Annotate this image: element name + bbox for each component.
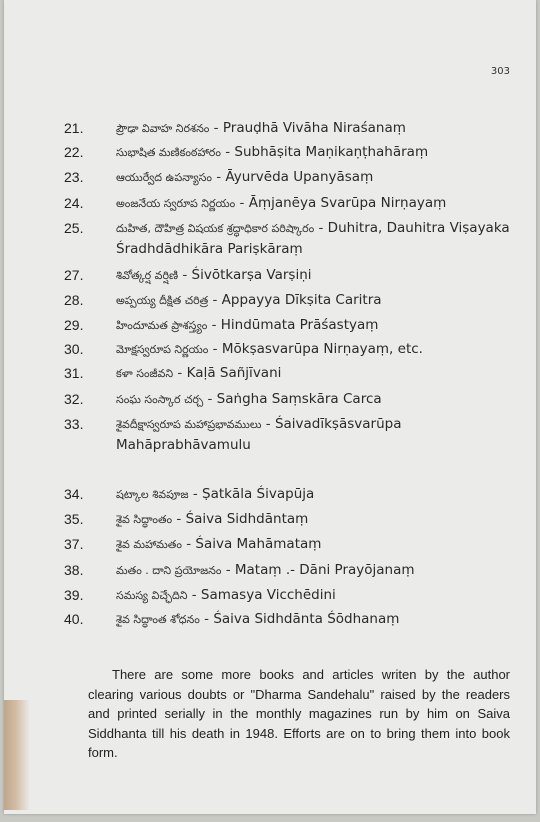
entry-separator: -: [173, 365, 187, 381]
entry-separator: -: [203, 391, 217, 407]
entry-separator: -: [187, 587, 201, 603]
entry-telugu-title: అప్పయ్య దీక్షిత చరిత్ర: [116, 294, 209, 307]
entry-transliterated-title: Samasya Vicchēdini: [200, 587, 336, 603]
entry-telugu-title: శైవ మహామతం: [116, 538, 182, 551]
entry-number: 37.: [64, 536, 84, 552]
entry-transliterated-title: Śaiva Sidhdāntaṃ: [185, 511, 309, 527]
entry-transliterated-title: Prauḍhā Vivāha Niraśanaṃ: [222, 120, 406, 136]
entry-separator: -: [209, 120, 223, 136]
entry-number: 40.: [64, 611, 84, 627]
entry-transliterated-title: Saṅgha Saṃskāra Carca: [216, 391, 382, 407]
entry-telugu-title: మతం . దాని ప్రయోజనం: [116, 564, 222, 577]
entry-transliterated-title: Appayya Dīkṣita Caritra: [221, 292, 382, 308]
entry-telugu-title: దుహిత, దౌహిత్ర విషయక శ్రద్ధాధికార పరిష్కారం: [116, 222, 315, 235]
entry-number: 31.: [64, 365, 84, 381]
entry-separator: -: [220, 144, 235, 160]
entry-transliterated-title: Mōkṣasvarūpa Nirṇayaṃ, etc.: [221, 341, 423, 357]
entry-transliterated-title: Śaiva Sidhdānta Śōdhanaṃ: [213, 611, 400, 627]
entry-number: 32.: [64, 391, 84, 407]
entry-telugu-title: శివోత్కర్ష వర్షిణి: [116, 269, 179, 282]
entry-number: 28.: [64, 292, 84, 308]
entry-number: 22.: [64, 144, 84, 160]
entry-number: 27.: [64, 267, 84, 283]
entry-transliterated-title: Hindūmata Prāśastyaṃ: [220, 317, 379, 333]
entry-number: 25.: [64, 220, 84, 236]
entry-separator: -: [208, 341, 222, 357]
entry-separator: -: [178, 267, 192, 283]
entry-separator: -: [207, 317, 221, 333]
entry-separator: -: [314, 220, 328, 236]
entry-number: 29.: [64, 317, 84, 333]
entry-number: 24.: [64, 195, 84, 211]
entry-separator: -: [221, 562, 235, 578]
entry-number: 38.: [64, 562, 84, 578]
entry-separator: -: [211, 169, 226, 185]
entry-telugu-title: మోక్షస్వరూప నిర్ణయం: [116, 343, 209, 356]
entry-number: 21.: [64, 120, 84, 136]
entry-telugu-title: సమస్య విచ్ఛేదిని: [116, 589, 188, 602]
entry-transliterated-title: Śivōtkarṣa Varṣiṇi: [191, 267, 312, 283]
entry-separator: -: [199, 611, 214, 627]
entry-separator: -: [188, 486, 203, 502]
entry-separator: -: [261, 416, 275, 432]
closing-note: There are some more books and articles writen by the author clearing various doubts or "Dharma Sandehalu" raised by the readers and printed serially in the monthly magazines run by him on Saiva Siddhanta till his death in 1948. Efforts are on to bring them into book form.: [88, 667, 510, 760]
entry-transliterated-title: Duhitra, Dauhitra Viṣayaka Śradhdādhikāra Pariṣkāraṃ: [116, 220, 510, 257]
entry-telugu-title: ఆయుర్వేద ఉపన్యాసం: [116, 171, 212, 184]
entry-separator: -: [208, 292, 222, 308]
entry-transliterated-title: Śaivadīkṣāsvarūpa Mahāprabhāvamulu: [116, 416, 402, 453]
entry-telugu-title: సుభాషిత మణికంఠహారం: [116, 146, 221, 159]
entry-number: 39.: [64, 587, 84, 603]
entry-telugu-title: హిందూమత ప్రాశస్త్యం: [116, 319, 208, 332]
entry-transliterated-title: Śaiva Mahāmataṃ: [195, 536, 322, 552]
entry-transliterated-title: Kaḷā Sañjīvani: [186, 365, 282, 381]
entry-telugu-title: షట్కాల శివపూజ: [116, 488, 189, 501]
entry-transliterated-title: Āṃjanēya Svarūpa Nirṇayaṃ: [248, 195, 447, 211]
entry-transliterated-title: Mataṃ .- Dāni Prayōjanaṃ: [234, 562, 415, 578]
entry-transliterated-title: Ṣatkāla Śivapūja: [202, 486, 315, 502]
entry-number: 34.: [64, 486, 84, 502]
entry-telugu-title: శైవదీక్షాస్వరూప మహాప్రభావములు: [116, 418, 262, 431]
entry-telugu-title: ప్రౌఢా వివాహ నిరశనం: [116, 122, 210, 135]
worn-page-edge: [4, 700, 30, 810]
entry-telugu-title: అంజనేయ స్వరూప నిర్ణయం: [116, 197, 236, 210]
entry-telugu-title: సంఘ సంస్కార చర్చ: [116, 393, 204, 406]
entry-telugu-title: కళా సంజీవని: [116, 367, 174, 380]
entry-number: 23.: [64, 169, 84, 185]
entry-transliterated-title: Āyurvēda Upanyāsaṃ: [225, 169, 374, 185]
page-number: 303: [490, 66, 510, 77]
entry-number: 30.: [64, 341, 84, 357]
entry-telugu-title: శైవ సిద్ధాంత శోధనం: [116, 613, 200, 626]
entry-number: 33.: [64, 416, 84, 432]
entry-separator: -: [181, 536, 196, 552]
entry-telugu-title: శైవ సిద్ధాంతం: [116, 513, 173, 526]
entry-transliterated-title: Subhāṣita Maṇikaṇṭhahāraṃ: [234, 144, 429, 160]
entry-separator: -: [172, 511, 186, 527]
entry-number: 35.: [64, 511, 84, 527]
entry-separator: -: [235, 195, 249, 211]
